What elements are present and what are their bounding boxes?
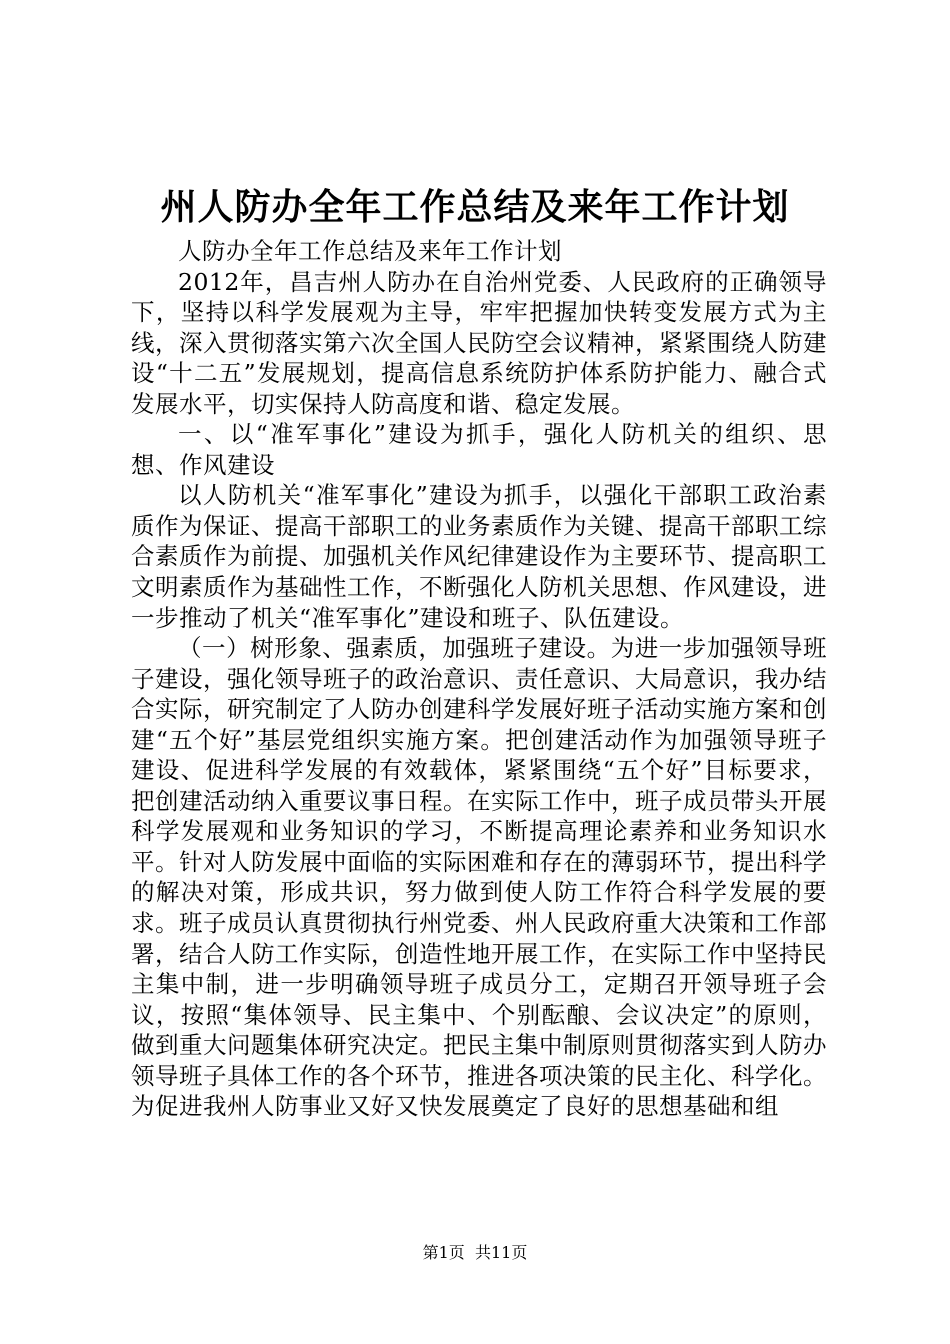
- page-total: 共11页: [474, 1243, 528, 1262]
- body-paragraph: 以人防机关“准军事化”建设为抓手，以强化干部职工政治素质作为保证、提高干部职工的业务素质作为关键、提高干部职工综合素质作为前提、加强机关作风纪律建设作为主要环节、提高职工文明素质作为基础性工作，不断强化人防机关思想、作风建设，进一步推动了机关“准军事化”建设和班子、队伍建设。: [131, 481, 827, 632]
- section-heading: 一、以“准军事化”建设为抓手，强化人防机关的组织、思想、作风建设: [131, 420, 827, 479]
- document-title: 州人防办全年工作总结及来年工作计划: [160, 186, 790, 228]
- document-body: [131, 236, 827, 1122]
- subtitle-paragraph: 人防办全年工作总结及来年工作计划: [178, 237, 562, 265]
- page-footer: [0, 1242, 950, 1264]
- intro-paragraph: 2012年，昌吉州人防办在自治州党委、人民政府的正确领导下，坚持以科学发展观为主导，牢牢把握加快转变发展方式为主线，深入贯彻落实第六次全国人民防空会议精神，紧紧围绕人防建设“十二五”发展规划，提高信息系统防护体系防护能力、融合式发展水平，切实保持人防高度和谐、稳定发展。: [131, 267, 827, 418]
- page-number: 第1页: [422, 1243, 465, 1262]
- body-paragraph: （一）树形象、强素质，加强班子建设。为进一步加强领导班子建设，强化领导班子的政治意识、责任意识、大局意识，我办结合实际，研究制定了人防办创建科学发展好班子活动实施方案和创建“五个好”基层党组织实施方案。把创建活动作为加强领导班子建设、促进科学发展的有效载体，紧紧围绕“五个好”目标要求，把创建活动纳入重要议事日程。在实际工作中，班子成员带头开展科学发展观和业务知识的学习，不断提高理论素养和业务知识水平。针对人防发展中面临的实际困难和存在的薄弱环节，提出科学的解决对策，形成共识，努力做到使人防工作符合科学发展的要求。班子成员认真贯彻执行州党委、州人民政府重大决策和工作部署，结合人防工作实际，创造性地开展工作，在实际工作中坚持民主集中制，进一步明确领导班子成员分工，定期召开领导班子会议，按照“集体领导、民主集中、个别酝酿、会议决定”的原则，做到重大问题集体研究决定。把民主集中制原则贯彻落实到人防办领导班子具体工作的各个环节，推进各项决策的民主化、科学化。为促进我州人防事业又好又快发展奠定了良好的思想基础和组: [131, 634, 827, 1121]
